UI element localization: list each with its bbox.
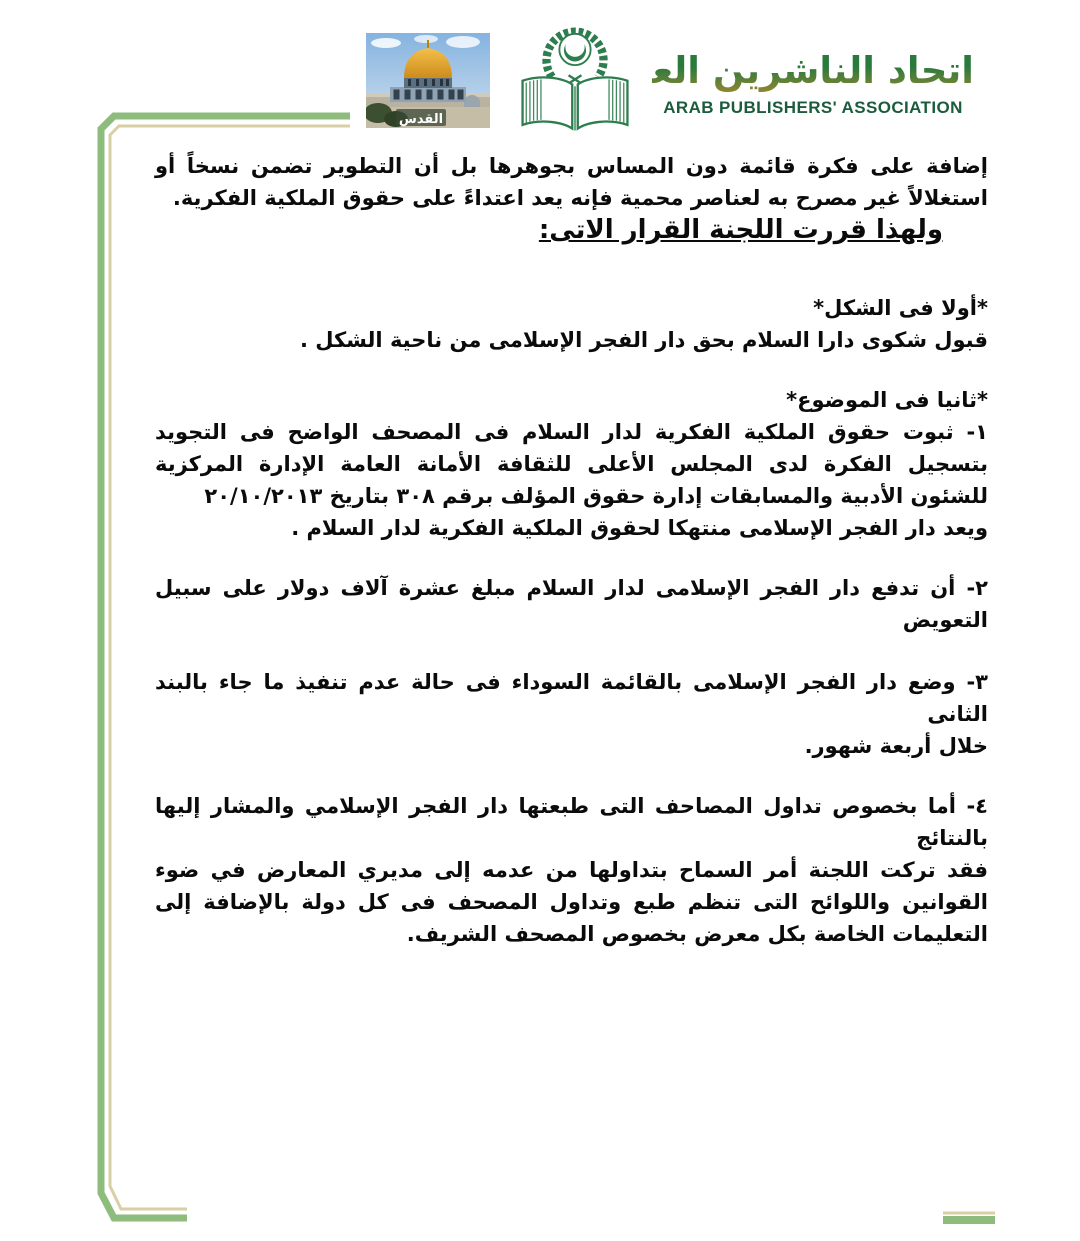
decision-item-4-body: فقد تركت اللجنة أمر السماح بتداولها من عدمه إلى مديري المعارض في ضوء القوانين واللوائح التى تنظم طبع وتداول المصحف فى كل دولة بالإضافة إلى التعليمات الخاصة بكل معرض بخصوص المصحف الشريف. xyxy=(155,858,988,946)
intro-paragraph: إضافة على فكرة قائمة دون المساس بجوهرها بل أن التطوير تضمن نسخاً أو استغلالاً غير مصرح به لعناصر محمية فإنه يعد اعتداءً على حقوق الملكية الفكرية. xyxy=(155,154,988,210)
section-subject-title: *ثانيا فى الموضوع* xyxy=(786,388,988,412)
letter-body xyxy=(155,150,988,950)
cloud xyxy=(414,35,438,43)
org-name-block xyxy=(592,49,974,118)
org-name-english: ARAB PUBLISHERS' ASSOCIATION xyxy=(663,97,963,117)
decision-item-2: ٢- أن تدفع دار الفجر الإسلامى لدار السلام مبلغ عشرة آلاف دولار على سبيل التعويض xyxy=(155,576,988,632)
photo-caption: القدس xyxy=(398,112,444,127)
section-form-title: *أولا فى الشكل* xyxy=(813,296,988,320)
decision-item-4-block xyxy=(155,790,988,950)
decision-item-1: ١- ثبوت حقوق الملكية الفكرية لدار السلام فى المصحف الواضح فى التجويد بتسجيل الفكرة لدى المجلس الأعلى للثقافة الأمانة العامة الإدارة المركزية للشئون الأدبية والمسابقات إدارة حقوق المؤلف برقم ٣٠٨ بتاريخ ٢٠/١٠/٢٠١٣ xyxy=(155,420,988,508)
cloud xyxy=(446,36,480,48)
decision-item-3-line1: ٣- وضع دار الفجر الإسلامى بالقائمة السوداء فى حالة عدم تنفيذ ما جاء بالبند الثانى xyxy=(155,670,988,726)
decision-heading: ولهذا قررت اللجنة القرار الاتى: xyxy=(538,215,943,245)
decision-item-1-note: ويعد دار الفجر الإسلامى منتهكا لحقوق الملكية الفكرية لدار السلام . xyxy=(291,516,988,540)
drum xyxy=(404,77,452,88)
jerusalem-photo xyxy=(366,33,490,128)
cloud xyxy=(371,38,401,48)
letterhead xyxy=(350,18,1080,142)
decision-item-3-line2: خلال أربعة شهور. xyxy=(804,734,988,758)
decision-item-3-block xyxy=(155,666,988,762)
decision-item-4-line2: بالنتائج xyxy=(916,826,988,850)
org-name-arabic: اتحاد الناشرين العرب xyxy=(592,49,974,92)
section-subject xyxy=(155,384,988,544)
section-form xyxy=(155,292,988,356)
section-form-body: قبول شكوى دارا السلام بحق دار الفجر الإسلامى من ناحية الشكل . xyxy=(299,328,988,352)
decision-item-2-block xyxy=(155,572,988,636)
decision-item-4-line1: ٤- أما بخصوص تداول المصاحف التى طبعتها دار الفجر الإسلامي والمشار إليها xyxy=(155,794,988,818)
